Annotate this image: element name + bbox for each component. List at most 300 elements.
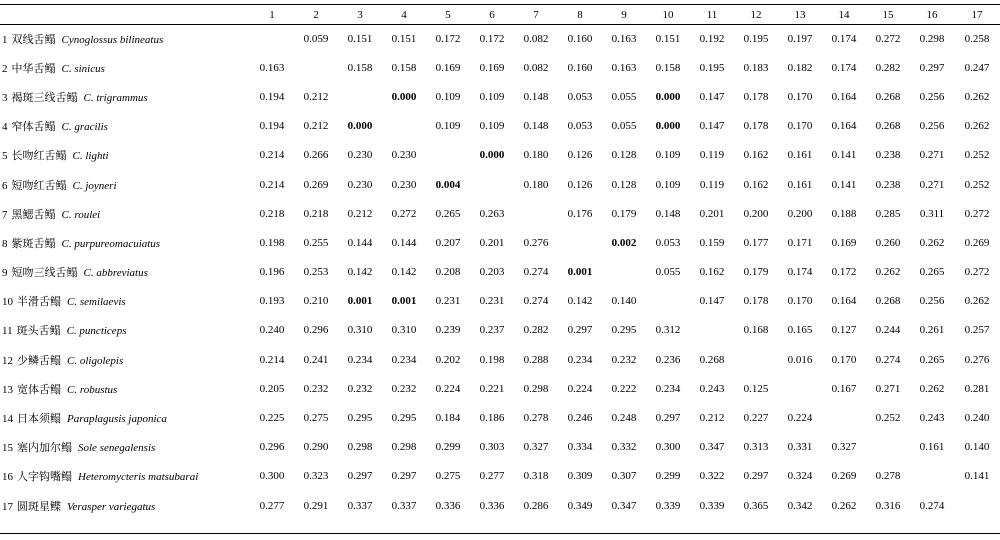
distance-cell: 0.147 <box>699 120 725 133</box>
distance-cell: 0.247 <box>964 61 990 74</box>
distance-cell: 0.260 <box>875 236 901 249</box>
distance-cell: 0.178 <box>743 295 769 308</box>
distance-cell <box>470 170 514 199</box>
species-chinese-name: 宽体舌鳎 <box>17 383 61 396</box>
species-chinese-name: 窄体舌鳎 <box>11 121 56 134</box>
distance-cell: 0.141 <box>831 149 857 162</box>
distance-cell: 0.142 <box>567 295 593 308</box>
distance-cell <box>778 374 822 403</box>
species-chinese-name: 黑鳃舌鳎 <box>11 208 56 221</box>
distance-cell: 0.169 <box>831 236 857 249</box>
distance-cell: 0.316 <box>875 499 901 512</box>
distance-cell: 0.336 <box>435 499 461 512</box>
distance-cell: 0.210 <box>303 295 329 308</box>
distance-cell: 0.349 <box>567 499 593 512</box>
distance-cell: 0.262 <box>964 120 990 133</box>
distance-cell: 0.241 <box>303 353 329 366</box>
distance-cell: 0.244 <box>875 324 901 337</box>
distance-cell: 0.128 <box>611 178 637 191</box>
species-chinese-name: 中华舌鳎 <box>11 62 56 75</box>
distance-cell: 0.164 <box>831 120 857 133</box>
distance-cell: 0.324 <box>787 470 813 483</box>
distance-cell: 0.286 <box>523 499 549 512</box>
table-row <box>0 112 1000 141</box>
distance-cell: 0.144 <box>391 236 417 249</box>
distance-cell: 0.258 <box>964 32 990 45</box>
distance-cell: 0.188 <box>831 207 857 220</box>
distance-cell: 0.291 <box>303 499 329 512</box>
distance-cell: 0.164 <box>831 90 857 103</box>
distance-cell: 0.297 <box>347 470 373 483</box>
distance-cell: 0.243 <box>919 412 945 425</box>
distance-cell: 0.332 <box>611 441 637 454</box>
distance-cell: 0.201 <box>479 236 505 249</box>
distance-cell: 0.125 <box>743 382 769 395</box>
species-scientific-name: C. gracilis <box>61 121 108 134</box>
species-scientific-name: Cynoglossus bilineatus <box>61 33 164 46</box>
distance-cell: 0.180 <box>523 149 549 162</box>
species-chinese-name: 少鳞舌鳎 <box>17 354 61 367</box>
distance-cell: 0.239 <box>435 324 461 337</box>
distance-cell: 0.140 <box>964 441 990 454</box>
species-chinese-name: 短吻红舌鳎 <box>11 179 67 192</box>
table-row <box>0 462 1000 491</box>
distance-cell: 0.222 <box>611 382 637 395</box>
distance-cell: 0.170 <box>787 120 813 133</box>
species-number: 9 <box>2 267 8 280</box>
column-header: 9 <box>621 8 627 21</box>
species-label <box>0 53 250 82</box>
distance-cell: 0.232 <box>303 382 329 395</box>
table-row <box>0 374 1000 403</box>
distance-cell: 0.262 <box>919 382 945 395</box>
species-chinese-name: 塞内加尔鳎 <box>17 442 72 455</box>
distance-cell: 0.055 <box>611 90 637 103</box>
distance-cell: 0.142 <box>347 266 373 279</box>
distance-cell <box>866 433 910 462</box>
table-body <box>0 5 1000 520</box>
distance-cell: 0.000 <box>655 120 681 133</box>
distance-cell: 0.253 <box>303 266 329 279</box>
distance-cell: 0.274 <box>919 499 945 512</box>
species-scientific-name: C. roulei <box>61 208 101 221</box>
distance-cell <box>426 141 470 170</box>
distance-cell: 0.230 <box>391 149 417 162</box>
distance-cell: 0.238 <box>875 149 901 162</box>
column-header: 16 <box>926 8 938 21</box>
column-header: 3 <box>357 8 363 21</box>
distance-cell: 0.162 <box>743 149 769 162</box>
species-scientific-name: C. robustus <box>67 383 118 396</box>
distance-cell: 0.194 <box>259 120 285 133</box>
distance-cell: 0.000 <box>479 149 505 162</box>
distance-cell: 0.297 <box>391 470 417 483</box>
distance-cell: 0.255 <box>303 236 329 249</box>
distance-cell: 0.299 <box>435 441 461 454</box>
distance-cell: 0.297 <box>743 470 769 483</box>
table-row <box>0 170 1000 199</box>
distance-cell: 0.298 <box>523 382 549 395</box>
column-header: 7 <box>533 8 539 21</box>
species-scientific-name: C. puncticeps <box>66 325 127 338</box>
distance-cell: 0.238 <box>875 178 901 191</box>
distance-cell: 0.141 <box>831 178 857 191</box>
species-chinese-name: 日本须鳎 <box>17 413 61 426</box>
distance-cell: 0.365 <box>743 499 769 512</box>
distance-cell: 0.178 <box>743 120 769 133</box>
distance-cell: 0.262 <box>919 236 945 249</box>
table-row <box>0 199 1000 228</box>
distance-cell: 0.186 <box>479 412 505 425</box>
column-header: 6 <box>489 8 495 21</box>
distance-cell: 0.310 <box>391 324 417 337</box>
distance-cell: 0.237 <box>479 324 505 337</box>
distance-cell: 0.203 <box>479 266 505 279</box>
distance-cell: 0.212 <box>347 207 373 220</box>
distance-cell: 0.182 <box>787 61 813 74</box>
table-row <box>0 24 1000 53</box>
species-label <box>0 141 250 170</box>
distance-cell: 0.001 <box>391 295 417 308</box>
distance-cell: 0.178 <box>743 90 769 103</box>
distance-cell: 0.160 <box>567 61 593 74</box>
distance-cell: 0.234 <box>655 382 681 395</box>
species-chinese-name: 斑头舌鳎 <box>16 325 61 338</box>
species-label <box>0 433 250 462</box>
distance-cell: 0.261 <box>919 324 945 337</box>
distance-cell: 0.336 <box>479 499 505 512</box>
distance-cell: 0.339 <box>655 499 681 512</box>
distance-cell: 0.055 <box>611 120 637 133</box>
distance-cell: 0.272 <box>391 207 417 220</box>
distance-cell: 0.148 <box>655 207 681 220</box>
distance-cell: 0.177 <box>743 236 769 249</box>
column-header: 17 <box>971 8 983 21</box>
distance-cell: 0.053 <box>655 236 681 249</box>
distance-cell: 0.214 <box>259 178 285 191</box>
species-number: 12 <box>2 354 13 367</box>
distance-cell: 0.158 <box>655 61 681 74</box>
column-header: 15 <box>882 8 894 21</box>
distance-cell: 0.161 <box>787 149 813 162</box>
distance-cell: 0.218 <box>303 207 329 220</box>
distance-cell: 0.212 <box>303 90 329 103</box>
species-label <box>0 374 250 403</box>
distance-cell: 0.274 <box>523 266 549 279</box>
distance-cell: 0.281 <box>964 382 990 395</box>
species-number: 11 <box>2 325 13 338</box>
distance-cell: 0.126 <box>567 149 593 162</box>
species-label <box>0 403 250 432</box>
distance-cell: 0.109 <box>655 149 681 162</box>
distance-cell: 0.276 <box>523 236 549 249</box>
distance-cell: 0.318 <box>523 470 549 483</box>
distance-cell: 0.262 <box>964 295 990 308</box>
species-chinese-name: 半滑舌鳎 <box>17 296 61 309</box>
distance-cell: 0.163 <box>259 61 285 74</box>
species-number: 16 <box>2 471 13 484</box>
distance-cell: 0.162 <box>699 266 725 279</box>
distance-cell: 0.268 <box>875 295 901 308</box>
distance-cell: 0.195 <box>699 61 725 74</box>
distance-cell: 0.151 <box>391 32 417 45</box>
distance-cell <box>690 316 734 345</box>
distance-cell: 0.198 <box>259 236 285 249</box>
distance-cell: 0.212 <box>303 120 329 133</box>
distance-cell: 0.000 <box>391 90 417 103</box>
distance-cell: 0.295 <box>391 412 417 425</box>
distance-cell: 0.269 <box>303 178 329 191</box>
distance-cell: 0.282 <box>875 61 901 74</box>
distance-cell: 0.179 <box>611 207 637 220</box>
distance-cell: 0.207 <box>435 236 461 249</box>
column-header: 11 <box>706 8 718 21</box>
column-header: 12 <box>750 8 762 21</box>
distance-cell: 0.256 <box>919 120 945 133</box>
distance-cell: 0.331 <box>787 441 813 454</box>
species-chinese-name: 长吻红舌鳎 <box>11 150 67 163</box>
distance-cell: 0.282 <box>523 324 549 337</box>
distance-cell: 0.252 <box>875 412 901 425</box>
species-label <box>0 345 250 374</box>
distance-cell: 0.016 <box>787 353 813 366</box>
table-row <box>0 287 1000 316</box>
species-chinese-name: 双线舌鳎 <box>11 33 56 46</box>
distance-cell: 0.197 <box>787 32 813 45</box>
distance-cell: 0.297 <box>567 324 593 337</box>
distance-cell: 0.285 <box>875 207 901 220</box>
species-scientific-name: Heteromycteris matsubarai <box>78 471 199 484</box>
species-number: 4 <box>2 121 8 134</box>
distance-cell: 0.327 <box>523 441 549 454</box>
distance-cell: 0.231 <box>435 295 461 308</box>
species-label <box>0 82 250 111</box>
distance-cell: 0.313 <box>743 441 769 454</box>
species-chinese-name: 紫斑舌鳎 <box>11 237 56 250</box>
species-label <box>0 24 250 53</box>
distance-cell: 0.272 <box>875 32 901 45</box>
distance-cell: 0.337 <box>391 499 417 512</box>
species-number: 14 <box>2 413 13 426</box>
distance-cell: 0.224 <box>787 412 813 425</box>
distance-cell: 0.147 <box>699 90 725 103</box>
distance-cell: 0.278 <box>875 470 901 483</box>
distance-cell: 0.002 <box>611 236 637 249</box>
species-number: 15 <box>2 442 13 455</box>
distance-cell: 0.176 <box>567 207 593 220</box>
distance-cell: 0.272 <box>964 266 990 279</box>
column-header: 2 <box>313 8 319 21</box>
distance-cell: 0.347 <box>699 441 725 454</box>
species-number: 2 <box>2 62 8 75</box>
distance-cell: 0.193 <box>259 295 285 308</box>
table-row <box>0 491 1000 520</box>
species-label <box>0 228 250 257</box>
distance-cell: 0.053 <box>567 120 593 133</box>
distance-cell: 0.262 <box>875 266 901 279</box>
distance-cell: 0.161 <box>919 441 945 454</box>
distance-cell: 0.265 <box>919 266 945 279</box>
species-label <box>0 287 250 316</box>
distance-cell: 0.339 <box>699 499 725 512</box>
distance-cell: 0.212 <box>699 412 725 425</box>
distance-cell <box>822 403 866 432</box>
distance-cell: 0.179 <box>743 266 769 279</box>
species-scientific-name: Verasper variegatus <box>67 500 156 513</box>
distance-cell: 0.268 <box>875 120 901 133</box>
distance-cell: 0.109 <box>655 178 681 191</box>
column-header: 14 <box>838 8 850 21</box>
distance-cell <box>382 112 426 141</box>
distance-cell: 0.256 <box>919 90 945 103</box>
distance-cell <box>602 258 646 287</box>
species-scientific-name: C. abbreviatus <box>83 267 148 280</box>
distance-cell: 0.232 <box>391 382 417 395</box>
distance-cell: 0.274 <box>523 295 549 308</box>
distance-cell: 0.246 <box>567 412 593 425</box>
distance-cell: 0.234 <box>391 353 417 366</box>
distance-cell: 0.263 <box>479 207 505 220</box>
distance-cell: 0.234 <box>347 353 373 366</box>
distance-cell: 0.184 <box>435 412 461 425</box>
distance-cell: 0.300 <box>259 470 285 483</box>
species-label <box>0 491 250 520</box>
distance-cell: 0.232 <box>347 382 373 395</box>
distance-cell: 0.297 <box>655 412 681 425</box>
column-header: 4 <box>401 8 407 21</box>
distance-cell: 0.163 <box>611 61 637 74</box>
distance-cell: 0.000 <box>347 120 373 133</box>
distance-cell: 0.337 <box>347 499 373 512</box>
corner-cell <box>0 5 250 24</box>
distance-cell: 0.053 <box>567 90 593 103</box>
distance-cell: 0.327 <box>831 441 857 454</box>
distance-cell: 0.225 <box>259 412 285 425</box>
distance-cell: 0.277 <box>479 470 505 483</box>
distance-cell: 0.055 <box>655 266 681 279</box>
distance-cell: 0.230 <box>391 178 417 191</box>
distance-cell: 0.059 <box>303 32 329 45</box>
species-chinese-name: 圆斑星鲽 <box>17 500 61 513</box>
distance-cell: 0.303 <box>479 441 505 454</box>
distance-cell <box>514 199 558 228</box>
table-row <box>0 141 1000 170</box>
distance-cell: 0.252 <box>964 149 990 162</box>
distance-cell: 0.158 <box>391 61 417 74</box>
species-scientific-name: Sole senegalensis <box>78 442 156 455</box>
distance-cell: 0.234 <box>567 353 593 366</box>
species-number: 7 <box>2 208 8 221</box>
species-number: 13 <box>2 383 13 396</box>
distance-cell: 0.271 <box>875 382 901 395</box>
distance-cell: 0.298 <box>919 32 945 45</box>
distance-cell <box>646 287 690 316</box>
distance-cell: 0.232 <box>611 353 637 366</box>
distance-cell: 0.200 <box>743 207 769 220</box>
species-number: 10 <box>2 296 13 309</box>
distance-cell: 0.347 <box>611 499 637 512</box>
species-label <box>0 258 250 287</box>
distance-cell: 0.271 <box>919 149 945 162</box>
distance-cell: 0.172 <box>435 32 461 45</box>
distance-cell: 0.127 <box>831 324 857 337</box>
column-header: 10 <box>662 8 674 21</box>
distance-cell: 0.195 <box>743 32 769 45</box>
distance-cell: 0.262 <box>831 499 857 512</box>
distance-cell: 0.296 <box>303 324 329 337</box>
distance-cell: 0.148 <box>523 120 549 133</box>
species-scientific-name: C. sinicus <box>61 62 105 75</box>
distance-cell: 0.171 <box>787 236 813 249</box>
distance-cell: 0.158 <box>347 61 373 74</box>
distance-cell <box>294 53 338 82</box>
distance-cell: 0.312 <box>655 324 681 337</box>
distance-cell: 0.174 <box>787 266 813 279</box>
header-row <box>0 5 1000 24</box>
species-scientific-name: C. joyneri <box>72 179 117 192</box>
distance-cell: 0.001 <box>347 295 373 308</box>
distance-cell: 0.299 <box>655 470 681 483</box>
distance-cell: 0.169 <box>479 61 505 74</box>
distance-cell: 0.174 <box>831 61 857 74</box>
species-number: 6 <box>2 179 8 192</box>
distance-cell: 0.307 <box>611 470 637 483</box>
distance-cell: 0.266 <box>303 149 329 162</box>
distance-cell: 0.168 <box>743 324 769 337</box>
distance-cell <box>338 82 382 111</box>
distance-cell: 0.322 <box>699 470 725 483</box>
column-header: 13 <box>794 8 806 21</box>
table-row <box>0 433 1000 462</box>
distance-cell: 0.221 <box>479 382 505 395</box>
distance-cell: 0.001 <box>567 266 593 279</box>
bottom-rule <box>0 533 1000 534</box>
table-row <box>0 228 1000 257</box>
table-row <box>0 403 1000 432</box>
table-row <box>0 53 1000 82</box>
column-header: 5 <box>445 8 451 21</box>
distance-cell: 0.269 <box>964 236 990 249</box>
distance-cell: 0.276 <box>964 353 990 366</box>
distance-cell: 0.194 <box>259 90 285 103</box>
distance-cell: 0.144 <box>347 236 373 249</box>
distance-cell: 0.334 <box>567 441 593 454</box>
species-scientific-name: C. purpureomacuiatus <box>61 237 161 250</box>
distance-cell: 0.174 <box>831 32 857 45</box>
distance-cell <box>250 24 294 53</box>
column-header: 1 <box>269 8 275 21</box>
distance-cell: 0.167 <box>831 382 857 395</box>
distance-cell: 0.277 <box>259 499 285 512</box>
species-number: 5 <box>2 150 8 163</box>
distance-cell: 0.148 <box>523 90 549 103</box>
distance-cell: 0.240 <box>259 324 285 337</box>
distance-cell: 0.309 <box>567 470 593 483</box>
distance-cell: 0.224 <box>567 382 593 395</box>
distance-cell: 0.201 <box>699 207 725 220</box>
distance-cell: 0.271 <box>919 178 945 191</box>
distance-cell: 0.142 <box>391 266 417 279</box>
distance-cell: 0.170 <box>787 295 813 308</box>
distance-cell: 0.298 <box>347 441 373 454</box>
distance-cell <box>910 462 954 491</box>
distance-cell: 0.192 <box>699 32 725 45</box>
species-scientific-name: C. semilaevis <box>67 296 126 309</box>
distance-cell: 0.165 <box>787 324 813 337</box>
distance-cell: 0.214 <box>259 353 285 366</box>
distance-cell: 0.170 <box>831 353 857 366</box>
distance-cell: 0.243 <box>699 382 725 395</box>
